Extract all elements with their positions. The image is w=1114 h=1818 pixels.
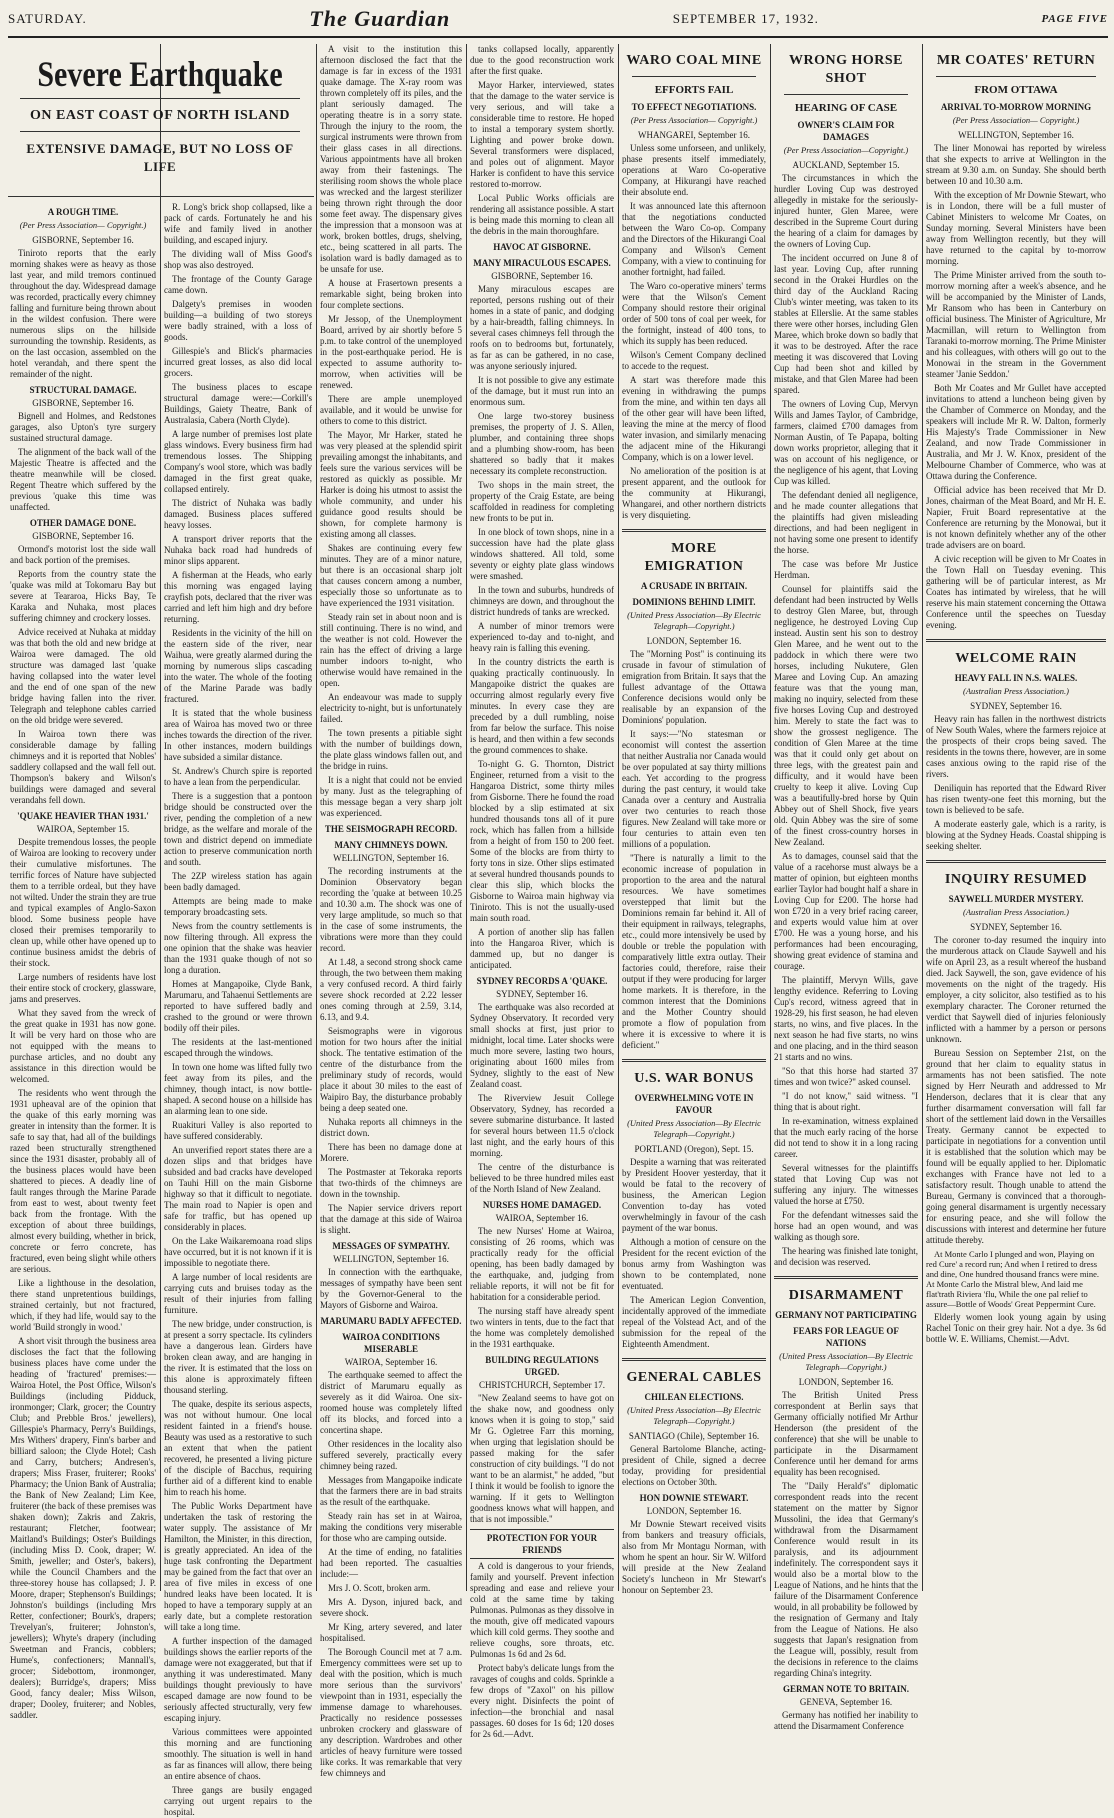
subhead-many-chimneys: MANY CHIMNEYS DOWN. [334,840,448,850]
credit-line: (Australian Press Association.) [962,907,1069,917]
paragraph: The frontage of the County Garage came down. [164,274,312,295]
paragraph: The new bridge, under construction, is at present a sorry spectacle. Its cylinders have a dangerous lean. Girders have broken clean away, and are hanging in the river. It is estimated that the loss on this alone is approximately fifteen thousand sterling. [164,1319,312,1395]
masthead-date: SEPTEMBER 17, 1932. [672,11,819,26]
headline-more-emigration: MORE EMIGRATION [644,541,744,574]
paragraph: There has been no damage done at Morere. [320,1142,462,1163]
subhead-havoc-gisborne: HAVOC AT GISBORNE. [493,242,591,252]
headline-severe-earthquake: Severe Earthquake [37,54,283,95]
paragraph: "New Zealand seems to have got on the shake now, and goodness only knows when it is going to stop," said Mr G. Ogletree Farr this morning, when urging that legislation should be passed making for the safer construction of city buildings. "I do not want to be an alarmist," he added, "but I think it would be foolish to ignore the warning. If it gets to Wellington goodness knows what will happen, and that is not impossible." [470,1393,614,1524]
paragraph: A short visit through the business area discloses the fact that the following business places have come under the heading of 'fractured' premises:—Wairoa Hotel, the Post Office, Wilson's Buildings (including Pidduck, ironmonger; Clark, grocer; the Country Club; and Prebble Bros.' jewellers), Gillespie's Pharmacy, Perry's Buildings, Mrs Withers' drapery, Finn's barber and billiard saloon; the Clyde Hotel; Cash and Carry, butchers; Andresen's, drapers; Miss Fraser, fruiterer; Rooks' Pharmacy; the Union Bank of Australia; the Bank of New Zealand; Lim Kee, fruiterer (the back of these premises was shaken down); Zakris and Zakris, restaurant; Fletcher, footwear; Maitland's Buildings; Oster's Buildings (including Miss D. Cook, draper; W. Smith, jeweller; and Oster's, bakers), while the Council Chambers and the three-storey house has collapsed; J. P. Moore, draper; Stephenson's Buildings; Johnston's buildings (including Mrs Retter, confectioner; Bourk's, drapers; Trevelyan's, fruiterer; Johnston's, jewellers); Whyte's drapery (including Sweetman and Francis, cobblers; Hume's, confectioners; Mannall's, grocer; Sidebottom, ironmonger, dealers); Burridge's, drapers; Miss Good, fancy dealer; Miss Wilson, draper; Dooley, fruiterer; and Nobles, saddler. [10,1336,156,1720]
dateline: GISBORNE, September 16. [32,531,134,541]
advertisement: A cold is dangerous to your friends, family and yourself. Prevent infection spreading and ease and relieve your cold at the same time by taking Pulmonas. Pulmonas as they dissolve in the mouth, give off medicated vapours which kill cold germs. They soothe and relieve coughs, sore throats, etc. Pulmonas 1s 6d and 2s 6d. [470,1561,614,1659]
headline-hearing-of-case: HEARING OF CASE [794,102,898,114]
paragraph: In the town and suburbs, hundreds of chimneys are down, and throughout the district hundreds of tanks are wrecked. [470,585,614,617]
paragraph: Germany has notified her inability to attend the Disarmament Conference [774,1710,918,1731]
subhead-wairoa-conditions: WAIROA CONDITIONS MISERABLE [342,1332,440,1354]
paragraph: There are ample unemployed available, and it would be unwise for others to come to this district. [320,394,462,426]
subhead-miraculous-escapes: MANY MIRACULOUS ESCAPES. [473,258,611,268]
paragraph: What they saved from the wreck of the great quake in 1931 has now gone. It will be very hard on those who are not equipped with the means to purchase articles, and no doubt any assistance in this direction would be welcomed. [10,1008,156,1084]
paragraph: It says:—"No statesman or economist will contest the assertion that neither Australia nor Canada would be over populated at say thirty millions each. Yet according to the progress during the past century, it would take Canada over a century and Australia over two centuries to reach those figures. New Zealand will take more or four centuries to attain even ten millions of a population. [622,729,766,849]
dateline: GISBORNE, September 16. [32,398,134,408]
paragraph: The American Legion Convention, incidentally approved of the immediate repeal of the Volstead Act, and of the submission for the repeal of the Eighteenth Amendment. [622,1295,766,1349]
paragraph: A house at Frasertown presents a remarkable sight, being broken into four complete sections. [320,278,462,310]
subhead-rough-time: A ROUGH TIME. [47,207,119,217]
dateline: GISBORNE, September 16. [32,235,134,245]
paragraph: With the exception of Mr Downie Stewart, who is in London, there will be a full muster of Cabinet Ministers to welcome Mr Coates, on Sunday morning. Several Ministers have been away from Wellington recently, but they will have returned to the capital by to-morrow morning. [926,190,1106,266]
paragraph: Mayor Harker, interviewed, states that the damage to the water service is very serious, and will take a considerable time to restore. He hoped to instal a temporary system shortly. Lighting and power broke down. Several transformers were displaced, and poles out of alignment. Mayor Harker is confident to have this service restored to-morrow. [470,80,614,189]
paragraph: The case was before Mr Justice Herdman. [774,559,918,580]
paragraph: The business places to escape structural damage were:—Corkill's Buildings, Gaiety Theatre, Bank of Australasia, Cabera (North Clyde). [164,382,312,425]
paragraph: The liner Monowai has reported by wireless that she expects to arrive at Wellington in the stream at 9.30 a.m. on Sunday. She should berth between 10 and 10.30 a.m. [926,143,1106,186]
paragraph: A civic reception will be given to Mr Coates in the Town Hall on Tuesday evening. This gathering will be of particular interest, as Mr Coates has intimated by wireless, that he will reserve his main statement concerning the Ottawa Conference until the speeches on Tuesday evening. [926,554,1106,630]
subhead-dominions-behind: DOMINIONS BEHIND LIMIT. [632,597,756,607]
paragraph: Official advice has been received that Mr D. Jones, chairman of the Meat Board, and Mr H. E. Napier, Fruit Board representative at the Conference are returning by the Monowai, but it is not known definitely whether any of the other trade advisers are on board. [926,485,1106,550]
paragraph: Advice received at Nuhaka at midday was that both the old and new bridge at Wairoa were damaged. The old structure was damaged last 'quake having collapsed into the water level and the end of one span of the new bridge having fallen into the river. Telegraph and telephone cables carried on the old bridge were severed. [10,627,156,725]
column-separator [922,44,923,1591]
subhead-overwhelming-vote: OVERWHELMING VOTE IN FAVOUR [634,1093,754,1115]
advertisement: Protect baby's delicate lungs from the ravages of coughs and colds. Sprinkle a few drops of "Zaxol" on his pillow every night. Disinfects the point of infection—the bronchial and nasal passages. 60 doses for 1s 6d; 120 doses for 2s 6d.—Advt. [470,1663,614,1739]
paragraph: The hearing was finished late tonight, and decision was reserved. [774,1246,918,1267]
headline-us-war-bonus: U.S. WAR BONUS [634,1071,754,1086]
subhead-quake-heavier: 'QUAKE HEAVIER THAN 1931.' [17,811,149,821]
paragraph: The Waro co-operative miners' terms were that the Wilson's Cement Company should restore their original order of 500 tons of coal per week, for the fortnight, instead of 400 tons, to which its supply has been reduced. [622,281,766,346]
paragraph: The residents at the last-mentioned escaped through the windows. [164,1037,312,1058]
paragraph: Several witnesses for the plaintiffs stated that Loving Cup was not suffering any injury. The witnesses valued the horse at £750. [774,1163,918,1206]
paragraph: The alignment of the back wall of the Majestic Theatre is affected and the theatre meanwhile will be closed. Regent Theatre which suffered by the previous 'quake this time was unaffected. [10,447,156,512]
paragraph: A portion of another slip has fallen into the Hangaroa River, which is dammed up, but no danger is anticipated. [470,927,614,970]
dateline: WELLINGTON, September 16. [333,1254,449,1264]
paragraph: The British United Press correspondent at Berlin says that Germany officially notified Mr Arthur Henderson (the president of the conference) that she will be unable to participate in the Disarmament Conference until her demand for arms equality has been recognised. [774,1390,918,1477]
paragraph: Both Mr Coates and Mr Gullet have accepted invitations to attend a luncheon being given by the Chamber of Commerce on Monday, and the speakers will include Mr R. W. Dalton, formerly His Majesty's Trade Commissioner in New Zealand, and now Trade Commissioner in Australia, and Mr J. W. Knox, president of the Melbourne Chamber of Commerce, who was at Ottawa during the Conference. [926,383,1106,481]
paragraph: The Postmaster at Tekoraka reports that two-thirds of the chimneys are down in the township. [320,1167,462,1199]
paragraph: The centre of the disturbance is believed to be three hundred miles east of the North Island of New Zealand. [470,1162,614,1194]
paragraph: Despite a warning that was reiterated by President Hoover yesterday, that it would be fatal to the recovery of business, the American Legion Convention to-day has voted overwhelmingly in favour of the cash payment of the war bonus. [622,1157,766,1233]
paragraph: The Borough Council met at 7 a.m. Emergency committees were set up to deal with the position, which is much more serious than the survivors' viewpoint than in 1931, especially the immense damage to wharehouses. Practically no residence possesses unbroken crockery and glassware of any description. Wardrobes and other articles of heavy furniture were tossed like corks. It was remarkable that very few chimneys and [320,1647,462,1778]
headline-welcome-rain: WELCOME RAIN [955,651,1077,666]
paragraph: The "Morning Post" is continuing its crusade in favour of stimulation of emigration from Britain. It says that the fullest advantage of the Ottawa Conference decisions would only be realisable by an expansion of the Dominions' population. [622,649,766,725]
subhead-heavy-fall: HEAVY FALL IN N.S. WALES. [954,673,1078,683]
subhead-building-regulations: BUILDING REGULATIONS URGED. [485,1355,599,1377]
paragraph: In connection with the earthquake, messages of sympathy have been sent by the Governor-General to the Mayors of Gisborne and Wairoa. [320,1267,462,1310]
paragraph: Ormond's motorist lost the side wall and back portion of the premises. [10,544,156,565]
paragraph: At 1.48, a second strong shock came through, the two between them making a very confused record. A third fairly severe shock recorded at 2.22 lesser ones coming through at 2.59, 3.14, 6.13, and 9.4. [320,957,462,1022]
paragraph: Mr Downie Stewart received visits from bankers and treasury officials, also from Mr Montagu Norman, with whom he spent an hour. Sir W. Wilford will preside at the New Zealand Society's luncheon in Mr Stewart's honour on September 23. [622,1519,766,1595]
column-4 [470,44,614,1739]
paragraph: A large number of premises lost plate glass windows. Every business firm had tremendous losses. The Shipping Company's wool store, which was badly damaged in the first great quake, collapsed entirely. [164,429,312,494]
paragraph: Seismographs were in vigorous motion for two hours after the initial shock. The tentative estimation of the centre of the disturbance from the preliminary study of records, would place it about 30 miles to the east of Waipiro Bay, the disturbance probably being a deep seated one. [320,1026,462,1113]
headline-from-ottawa: FROM OTTAWA [974,84,1058,96]
paragraph: R. Long's brick shop collapsed, like a pack of cards. Fortunately he and his wife and family lived in another building, and escaped injury. [164,202,312,245]
paragraph: To-night G. G. Thornton, District Engineer, returned from a visit to the Hangaroa District, some thirty miles from Gisborne. There he found the road blocked by a slip estimated at six hundred thousands tons all of it pure rock, which has fallen from a hillside from a height of from 150 to 200 feet. Some of the blocks are from thirty to forty tons in size. Other slips estimated at several hundred thousands pounds to clear this slip, which blocks the Gisborne to Wairoa main highway via Tiniroto. This is not the usually-used main south road. [470,759,614,923]
dateline: SYDNEY, September 16. [496,989,588,999]
paragraph: "I do not know," said witness. "I thing that is about right. [774,1091,918,1112]
paragraph: Ruakituri Valley is also reported to have suffered considerably. [164,1120,312,1141]
column-separator [618,44,619,1591]
dateline: AUCKLAND, September 15. [792,160,900,170]
paragraph: Gillespie's and Blick's pharmacies incurred great losses, as also did local grocers. [164,346,312,378]
paragraph: Shakes are continuing every few minutes. They are of a minor nature, but there is an occasional sharp jolt that causes concern among a number, especially those so unfortunate as to have experienced the 1931 visitation. [320,543,462,608]
paragraph: Steady rain set in about noon and is still continuing. There is no wind, and the weather is not cold. However the rain has the effect of driving a large number indoors to-night, who otherwise would have remained in the open. [320,612,462,688]
paragraph: In re-examination, witness explained that the much early racing of the horse did not tend to show it in a long racing career. [774,1116,918,1159]
paragraph: tanks collapsed locally, apparently due to the good reconstruction work after the first quake. [470,44,614,76]
dateline: WAIROA, September 16. [495,1213,589,1223]
paragraph: Many miraculous escapes are reported, persons rushing out of their homes in a state of panic, and dodging by a hair-breadth, falling chimneys. In several cases chimneys fell through the roofs on to bedrooms but, fortunately, as far as can be gathered, in no case, was anyone seriously injured. [470,284,614,371]
subhead-downie-stewart: HON DOWNIE STEWART. [639,1493,749,1503]
paragraph: An endeavour was made to supply electricity to-night, but is unfortunately failed. [320,692,462,724]
dateline: SANTIAGO (Chile), September 16. [628,1431,760,1441]
subhead-other-damage: OTHER DAMAGE DONE. [29,518,137,528]
paragraph: A fisherman at the Heads, who early this morning was engaged laying crayfish pots, declared that the river was carried and left him high and dry before returning. [164,570,312,624]
dateline: PORTLAND (Oregon), Sept. 15. [634,1144,754,1154]
paragraph: The town presents a pitiable sight with the number of buildings down, the plate glass windows fallen out, and the bridge in ruins. [320,728,462,771]
column-separator [316,44,317,1591]
earthquake-headline-block [10,44,310,194]
headline-wrong-horse-shot: WRONG HORSE SHOT [788,53,903,86]
masthead [8,4,1108,34]
masthead-day: SATURDAY. [8,11,87,26]
paragraph: The plaintiff, Mervyn Wills, gave lengthy evidence. Referring to Loving Cup's record, witness agreed that in 1928-29, his first season, he had eleven starts, no wins, and five places. In the next season he had five starts, no wins and one placing, and in the third season 21 starts and no wins. [774,975,918,1062]
dateline: LONDON, September 16. [798,1377,894,1387]
subhead-chilean-elections: CHILEAN ELECTIONS. [644,1392,744,1402]
dateline: CHRISTCHURCH, September 17. [479,1380,605,1390]
paragraph: One large two-storey business premises, the property of J. S. Allen, plumber, and containing three shops and a plumbing show-room, has been shattered so badly that it makes necessary its complete reconstruction. [470,411,614,476]
paragraph: It is not possible to give any estimate of the damage, but it must run into an enormous sum. [470,375,614,407]
paragraph: Three gangs are busily engaged carrying out urgent repairs to the hospital. [164,1785,312,1817]
paragraph: Messages from Mangapoike indicate that the farmers there are in bad straits as the result of the earthquake. [320,1475,462,1507]
advertisement: Elderly women look young again by using Rachel Tonic on their grey hair. Not a dye. 3s 6d bottle W. E. Williams, Chemist.—Advt. [926,1312,1106,1344]
paragraph: Heavy rain has fallen in the northwest districts of New South Wales, where the farmers rejoice at the prospects of their crops being saved. The residents in the towns there, however, are in some cases anxious owing to the rapid rise of the rivers. [926,714,1106,779]
subhead-sydney-records: SYDNEY RECORDS A 'QUAKE. [476,976,608,986]
advertisement-verse: At Monte Carlo I plunged and won, Playing on red Cure' a record run; And when I retired to dress and dine, One hundred thousand francs were mine. At Monte Carlo the Mistral blew, And laid me flat'trath Riviera 'flu, While the one pal relief to assure—Bottle of Woods' Great Peppermint Cure. [926,1249,1100,1309]
paragraph: In Wairoa town there was considerable damage by falling chimneys and it is reported that Nobles' saddlery collapsed and the wall fell out. Thompson's bakery and Wilson's buildings were damaged and several verandahs fell down. [10,729,156,805]
paragraph: Dalgety's premises in wooden building—a building of two storeys were badly strained, with a loss of goods. [164,299,312,342]
paragraph: Despite tremendous losses, the people of Wairoa are looking to recovery under their cumulative misfortunes. The terrific forces of Nature have subjected them to a terrible ordeal, but they have not wilted. Under the strain they are true and typical examples of Anglo-Saxon blood. Some business people have closed their premises temporarily to clean up, while other have opened up to continue business amidst the debris of their stock. [10,837,156,968]
paragraph: Large numbers of residents have lost their entire stock of crockery, glassware, jams and preserves. [10,972,156,1004]
paragraph: Tiniroto reports that the early morning shakes were as heavy as those last year, and mild tremors continued throughout the day. Widespread damage was recorded, practically every chimney falling and furniture being thrown about in the wildest confusion. There were numerous slips on the hillside surrounding the township. Residents, as on the last occasion, assembled on the hotel verandah, and there spent the remainder of the night. [10,248,156,379]
dateline: WAIROA, September 16. [344,1357,438,1367]
paragraph: Mr King, artery severed, and later hospitalised. [320,1622,462,1643]
paragraph: On the Lake Waikaremoana road slips have occurred, but it is not known if it is impossible to negotiate there. [164,1236,312,1268]
paragraph: The Riverview Jesuit College Observatory, Sydney, has recorded a severe submarine disturbance. It lasted for several hours between 11.5 o'clock last night, and the early hours of this morning. [470,1093,614,1158]
paragraph: There is a suggestion that a pontoon bridge should be constructed over the river, pending the completion of a new bridge, as the welfare and morale of the town and district depend on immediate action to preserve communication north and south. [164,791,312,867]
paragraph: No amelioration of the position is at present apparent, and the outlook for the community at Hikurangi, Whangarei, and other northern districts is very disquieting. [622,466,766,520]
credit-line: (Per Press Association— Copyright.) [630,115,758,125]
paragraph: It is a night that could not be envied by many. Just as the telegraphing of this message began a very sharp jolt was experienced. [320,775,462,818]
paragraph: The earthquake was also recorded at Sydney Observatory. It recorded very small shocks at first, just prior to midnight, local time. Later shocks were much more severe, lasting two hours, originating about 1600 miles from Sydney, slightly to the east of New Zealand coast. [470,1002,614,1089]
dateline: GISBORNE, September 16. [491,271,593,281]
subhead-saywell-murder: SAYWELL MURDER MYSTERY. [948,894,1084,904]
paragraph: Residents in the vicinity of the hill on the eastern side of the river, near Waihua, were greatly alarmed during the morning by numerous slips cascading into the water. The whole of the footing of the Marine Parade was badly fractured. [164,628,312,704]
subhead-crusade-britain: A CRUSADE IN BRITAIN. [640,581,748,591]
paragraph: In one block of town shops, nine in a succession have had the plate glass windows shattered. All told, some seventy or eighty plate glass windows were smashed. [470,527,614,581]
headline-disarmament: DISARMAMENT [788,1288,904,1303]
masthead-rule [8,36,1108,38]
paragraph: At the time of ending, no fatalities had been reported. The casualties include:— [320,1547,462,1579]
paragraph: "There is naturally a limit to the economic increase of population in proportion to the area and the natural resources. We have sometimes overstepped that limit but the Dominions remain far behind it. All of their equipment in railways, telegraphs, etc., could more intensively be used by double or treble the population with comparatively little extra outlay. Their factories could, therefore, raise their output if they were producing for larger home markets. It is therefore, in the common interest that the Dominions and the Mother Country should promote a flow of population from where it is excessive to where it is deficient." [622,853,766,1050]
credit-line: (United Press Association—By Electric Telegraph—Copyright.) [627,1405,761,1426]
dateline: GENEVA, September 16. [799,1697,893,1707]
paragraph: The 2ZP wireless station has again been badly damaged. [164,871,312,892]
paragraph: Like a lighthouse in the desolation, there stand unpretentious buildings, strained certainly, but not fractured, which, if they had life, would say to the world 'Build strongly in wood.' [10,1278,156,1332]
credit-line: (United Press Association—By Electric Telegraph—Copyright.) [627,1118,761,1139]
paragraph: The dividing wall of Miss Good's shop was also destroyed. [164,249,312,270]
column-1 [10,202,156,1720]
column-5 [622,44,766,1595]
column-2 [164,202,312,1817]
paragraph: In the country districts the earth is quaking practically continuously. In Mangapoike district the quakes are occurring almost regularly every five minutes. In every case they are preceded by a dull rumbling, noise from far below the surface. This noise is heard, and then within a few seconds the ground commences to shake. [470,657,614,755]
paragraph: News from the country settlements is now filtering through. All express the one opinion that the shake was heavier than the 1931 quake though of not so long a duration. [164,921,312,975]
paragraph: The defendant denied all negligence, and he made counter allegations that the plaintiffs had given misleading directions, and had been negligent in not having some one present to identify the horse. [774,490,918,555]
subhead-marumaru: MARUMARU BADLY AFFECTED. [320,1316,462,1326]
paragraph: General Bartolome Blanche, acting-president of Chile, signed a decree today, providing for presidential elections on October 30th. [622,1444,766,1487]
paragraph: The Prime Minister arrived from the south to-morrow morning after a week's absence, and he will be accompanied by the Minister of Lands, Mr Ransom who has been in Canterbury on official business. The Minister of Agriculture, Mr Macmillan, will return to Wellington from Taranaki to-morrow morning. The Prime Minister and his colleagues, with others will go out to the Monowai in the stream in the Government steamer 'Janie Seddon.' [926,270,1106,379]
paragraph: The new Nurses' Home at Wairoa, consisting of 26 rooms, which was practically ready for the official opening, has been badly damaged by the earthquake, and, judging from reliable reports, it will not be fit for habitation for a considerable period. [470,1226,614,1302]
paragraph: The quake, despite its serious aspects, was not without humour. One local resident fainted in a friend's house. Beauty was used as a restorative to such an extent that when the patient recovered, he presented a living picture of the disciple of Bacchus, requiring further aid of a different kind to enable him to reach his home. [164,1399,312,1497]
headline-general-cables: GENERAL CABLES [626,1370,762,1385]
paragraph: The Public Works Department have undertaken the task of restoring the water supply. The assistance of Mr Hamilton, the Minister, in this direction, is greatly appreciated. An idea of the huge task confronting the Department may be gained from the fact that over an area of five miles in excess of one hundred leaks have been located. It is hoped to have a temporary supply at an early date, but a complete restoration will take a long time. [164,1501,312,1632]
paragraph: Steady rain has set in at Wairoa, making the conditions very miserable for those who are camping outside. [320,1511,462,1543]
paragraph: Unless some unforseen, and unlikely, phase presents itself immediately, operations at Waro Co-operative Company, at Hikurangi have reached their absolute end. [622,143,766,197]
masthead-page-number: PAGE FIVE [1041,13,1108,25]
paragraph: The "Daily Herald's" diplomatic correspondent reads into the recent statement on the matter by Signor Mussolini, the idea that Germany's withdrawal from the Disarmament Conference would result in its paralysis, and its adjournment indefinitely. The correspondent says it would also be a mortal blow to the League of Nations, and he hints that the failure of the Disarmament Conference would, in all probability be followed by the resignation of Germany and Italy from the League of Nations. He also suggests that Japan's resignation from the League will, possibly, result from the decisions in reference to the claims regarding China's integrity. [774,1481,918,1678]
column-3 [320,44,462,1778]
paragraph: A number of minor tremors were experienced to-day and to-night, and heavy rain is falling this evening. [470,621,614,653]
headline-inquiry-resumed: INQUIRY RESUMED [944,872,1088,887]
paragraph: Deniliquin has reported that the Edward River has risen twenty-one feet this morning, but the town is believed to be safe. [926,783,1106,815]
paragraph: The nursing staff have already spent two winters in tents, due to the fact that the home was completely demolished in the 1931 earthquake. [470,1306,614,1349]
subhead-protection-friends: PROTECTION FOR YOUR FRIENDS [470,1529,614,1559]
paragraph: Homes at Mangapoike, Clyde Bank, Marumaru, and Tahaenui Settlements are reported to have suffered badly and crashed to the ground or were thrown bodily off their piles. [164,979,312,1033]
subhead-messages-of-sympathy: MESSAGES OF SYMPATHY. [332,1241,450,1251]
dateline: WELLINGTON, September 16. [958,130,1074,140]
subhead-nurses-home: NURSES HOME DAMAGED. [482,1200,602,1210]
paragraph: The residents who went through the 1931 upheaval are of the opinion that the quake of this early morning was greater in intensity than the former. It is safe to say that, had all of the buildings razed been structurally strengthened since the 1931 disaster, probably all of the business places would have been shattered to pieces. A deadly line of fault ranges through the Marine Parade from east to west, about twenty feet back from the frontage. With the exception of about three buildings, almost every building, whether in brick, concrete or ferro concrete, has fractured, even being slight while others are serious. [10,1088,156,1274]
credit-line: (United Press Association—By Electric Telegraph—Copyright.) [627,610,761,631]
paragraph: A visit to the institution this afternoon disclosed the fact that the damage is far in excess of the 1931 quake damage. The X-ray room was thrown completely off its piles, and the plant seriously damaged. The operating theatre is in a sorry state. Through the injury to the room, the surgical instruments were thrown from their glass cases in all directions. Various appointments have all broken away from their fastenings. The sterilising room shows the whole place was wrecked and the largest sterilizer being thrown right through the door some feet away. The dispensary gives the impression that a monsoon was at work, broken bottles, drugs, shelving, etc., being scattered in all parts. The isolation ward is badly damaged as to be unsafe for use. [320,44,462,274]
paragraph: It was announced late this afternoon that the negotiations conducted between the Waro Co-op. Company and the Directors of the Hikurangi Coal Company and Wilson's Cement Company, with a view to continuing for another fortnight, had failed. [622,201,766,277]
paragraph: "So that this horse had started 37 times and won twice?" asked counsel. [774,1066,918,1087]
paragraph: The coroner to-day resumed the inquiry into the murderous attack on Claude Saywell and his wife on April 23, as a result whereof the husband died. Jack Saywell, the son, gave evidence of his movements on the night of the tragedy. His employer, a city solicitor, also testified as to his exemplary character. The Coroner returned the verdict that Saywell died of injuries feloniously inflicted with a hammer by a person or persons unknown. [926,935,1106,1044]
paragraph: Mr Jessop, of the Unemployment Board, arrived by air shortly before 5 p.m. to take control of the unemployed in the post-earthquake period. He is expected to assume authority to-morrow, when activities will be renewed. [320,314,462,390]
paragraph: The circumstances in which the hurdler Loving Cup was destroyed allegedly in mistake for the seriously-injured hunter, Glen Maree, were described in the Supreme Court during the hearing of a claim for damages by the owners of Loving Cup. [774,173,918,249]
subhead-german-note: GERMAN NOTE TO BRITAIN. [782,1684,910,1694]
paragraph: The district of Nuhaka was badly damaged. Business places suffered heavy losses. [164,498,312,530]
paragraph: For the defendant witnesses said the horse had an open wound, and was walking as though sore. [774,1210,918,1242]
paragraph: Mrs J. O. Scott, broken arm. [328,1583,431,1593]
column-6 [774,44,918,1731]
headline-owners-claim: OWNER'S CLAIM FOR DAMAGES [797,120,895,142]
paragraph: The incident occurred on June 8 of last year. Loving Cup, after running second in the Orakei Hurdles on the third day of the Auckland Racing Club's winter meeting, was taken to its stables at Ellerslie. At the same stables there were other horses, including Glen Maree, which broke down so badly that it was to be destroyed. After the race meeting it was discovered that Loving Cup had been shot and killed by mistake, and that Glen Maree had been spared. [774,253,918,395]
paragraph: Attempts are being made to make temporary broadcasting sets. [164,896,312,917]
headline-east-coast: ON EAST COAST OF NORTH ISLAND [30,108,290,123]
paragraph: Nuhaka reports all chimneys in the district down. [320,1117,462,1138]
dateline: LONDON, September 16. [646,636,742,646]
headline-waro-coal-mine: WARO COAL MINE [626,53,762,68]
credit-line: (United Press Association—By Electric Telegraph—Copyright.) [779,1351,913,1372]
headline-mr-coates-return: MR COATES' RETURN [936,53,1096,68]
paragraph: Reports from the country state the 'quake was mild at Tokomaru Bay but severe at Teararoa, Hicks Bay, Te Karaka and Nuhaka, most places suffering chimney and crockery losses. [10,569,156,623]
paragraph: The owners of Loving Cup, Mervyn Wills and James Taylor, of Cambridge, farmers, claimed £700 damages from Norman Austin, of Te Papapa, bolting down works proprietor, alleging that it was on account of his negligence, or the negligence of his agent, that Loving Cup was killed. [774,399,918,486]
column-7 [926,44,1106,1591]
credit-line: (Per Press Association— Copyright.) [19,220,147,230]
dateline: SYDNEY, September 16. [970,701,1062,711]
paragraph: Other residences in the locality also suffered severely, practically every chimney being razed. [320,1439,462,1471]
paragraph: The Napier service drivers report that the damage at this side of Wairoa is slight. [320,1203,462,1235]
paragraph: Bureau Session on September 21st, on the ground that her claim to equality status in armaments has not been satisfied. The note signed by Herr Neurath and addressed to Mr Henderson, declares that it is clear that any further disarmament conversation will fall far short of the settlement laid down in the Versailles Treaty. Germany cannot be expected to participate in negotiations for a convention until it is established that the solution which may be found will be equally applied to her. Diplomatic exchanges with France have not led to a satisfactory result. Though unable to attend the Bureau, Germany is convinced that a thorough-going general disarmament is urgently necessary for ensuring peace, and she will follow the discussions with interest and determine her future attitude thereby. [926,1048,1106,1245]
paragraph: It is stated that the whole business area of Wairoa has moved two or three inches towards the direction of the river. In other instances, modern buildings have subsided a similar distance. [164,708,312,762]
column-separator [770,44,771,1591]
paragraph: As to damages, counsel said that the value of a racehorse must always be a matter of opinion, but eighteen months earlier Taylor had bought half a share in Loving Cup for £200. The horse had won £720 in a very brief racing career, and experts would value him at over £700. He was a young horse, and his performances had been encouraging, showing great evidence of stamina and courage. [774,851,918,971]
paragraph: Mrs A. Dyson, injured back, and severe shock. [320,1597,462,1618]
headline-negotiations: TO EFFECT NEGOTIATIONS. [631,102,757,112]
headline-arrival-tomorrow: ARRIVAL TO-MORROW MORNING [940,102,1092,112]
headline-efforts-fail: EFFORTS FAIL [654,84,734,96]
column-separator [160,44,161,1591]
paragraph: Counsel for plaintiffs said the defendant had been instructed by Wells to destroy Glen Maree, but, through negligence, he destroyed Loving Cup instead. Austin sent his son to destroy Glen Maree, and he went out to the paddock in which there were two horses, including Nukutere, Glen Maree and Loving Cup. An amazing feature was that the young man, making no inquiry, selected from these five horses Loving Cup and destroyed him. Merely to state the fact was to show the grossest negligence. The condition of Glen Maree at the time was that it could only get about on three legs, with the greatest pain and difficulty, and it would have been cruelty to keep it alive. Loving Cup was a beautifully-bred horse by Quin Abbey out of Shell Shock, five years old. Quin Abbey was the sire of some of the finest cross-country horses in New Zealand. [774,584,918,847]
dateline: SYDNEY, September 16. [970,922,1062,932]
paragraph: Although a motion of censure on the President for the recent eviction of the bonus army from Washington was shown to be contemplated, none eventuated. [622,1237,766,1291]
credit-line: (Per Press Association—Copyright.) [783,145,909,155]
paragraph: Bignell and Holmes, and Redstones garages, also Upton's tyre surgery sustained structural damage. [10,411,156,443]
paragraph: In town one home was lifted fully two feet away from its piles, and the chimney, though intact, is now bottle-shaped. A second house on a hillside has an alarming lean to one side. [164,1062,312,1116]
paragraph: An unverified report states there are a dozen slips and that bridges have subsided and bad cracks have developed on Tauhi Hill on the main Gisborne highway so that it difficult to negotiate. The main road to Napier is open and safe for traffic, but has opened up considerably in places. [164,1145,312,1232]
dateline: LONDON, September 16. [646,1506,742,1516]
paragraph: A start was therefore made this evening in withdrawing the pumps from the mine, and within ten days all of the other gear will have been lifted, leaving the mine at the mercy of flood water invasion, and similarly menacing the adjacent mine of the Hikurangi Company, which is on a lower level. [622,375,766,462]
credit-line: (Per Press Association— Copyright.) [952,115,1080,125]
masthead-paper-title: The Guardian [309,6,451,31]
paragraph: Various committees were appointed this morning and are functioning smoothly. The situation is well in hand as far as finances will allow, there being an entire absence of chaos. [164,1727,312,1781]
paragraph: Wilson's Cement Company declined to accede to the request. [622,350,766,371]
subhead-germany-not-participating: GERMANY NOT PARTICIPATING [775,1310,917,1320]
paragraph: Two shops in the main street, the property of the Craig Estate, are being scaffolded in readiness for completing new fronts to be put in. [470,480,614,523]
paragraph: A moderate easterly gale, which is a rarity, is blowing at the Sydney Heads. Coastal shipping is seeking shelter. [926,819,1106,851]
paragraph: The earthquake seemed to affect the district of Marumaru equally as severely as it did Wairoa. One six-roomed house was completely lifted off its blocks, and forced into a concertina shape. [320,1370,462,1435]
paragraph: The Mayor, Mr Harker, stated he was very pleased at the splendid spirit prevailing amongst the inhabitants, and feels sure the various services will be restored as quickly as possible. Mr Harker is doing his utmost to assist the whole community, and under his guidance good results should be shown, for complete harmony is existing among all classes. [320,430,462,539]
paragraph: A further inspection of the damaged buildings shows the earlier reports of the damage were not exaggerated, but that if anything it was underestimated. Many buildings thought previously to have escaped damage are now found to be seriously affected structurally, very few escaping injury. [164,1636,312,1723]
paragraph: The recording instruments at the Dominion Observatory began recording the 'quake at between 10.25 and 10.30 a.m. The shock was one of very large amplitude, so much so that in the case of some instruments, the vibrations were more than they could record. [320,866,462,953]
paragraph: A large number of local residents are carrying cuts and bruises today as the result of their injuries from falling furniture. [164,1272,312,1315]
paragraph: Local Public Works officials are rendering all assistance possible. A start is being made this morning to clean all the debris in the main thoroughfare. [470,193,614,236]
headline-extensive-damage: EXTENSIVE DAMAGE, BUT NO LOSS OF LIFE [26,141,294,174]
credit-line: (Australian Press Association.) [962,686,1069,696]
dateline: WELLINGTON, September 16. [333,853,449,863]
subhead-seismograph-record: THE SEISMOGRAPH RECORD. [324,824,458,834]
dateline: WAIROA, September 15. [36,824,130,834]
dateline: WHANGAREI, September 16. [638,130,750,140]
paragraph: A transport driver reports that the Nuhaka back road had hundreds of minor slips apparent. [164,534,312,566]
column-separator [466,44,467,1591]
paragraph: St. Andrew's Church spire is reported to have a lean from the perpendicular. [164,766,312,787]
subhead-fears-league: FEARS FOR LEAGUE OF NATIONS [793,1326,899,1348]
subhead-structural-damage: STRUCTURAL DAMAGE. [29,385,137,395]
